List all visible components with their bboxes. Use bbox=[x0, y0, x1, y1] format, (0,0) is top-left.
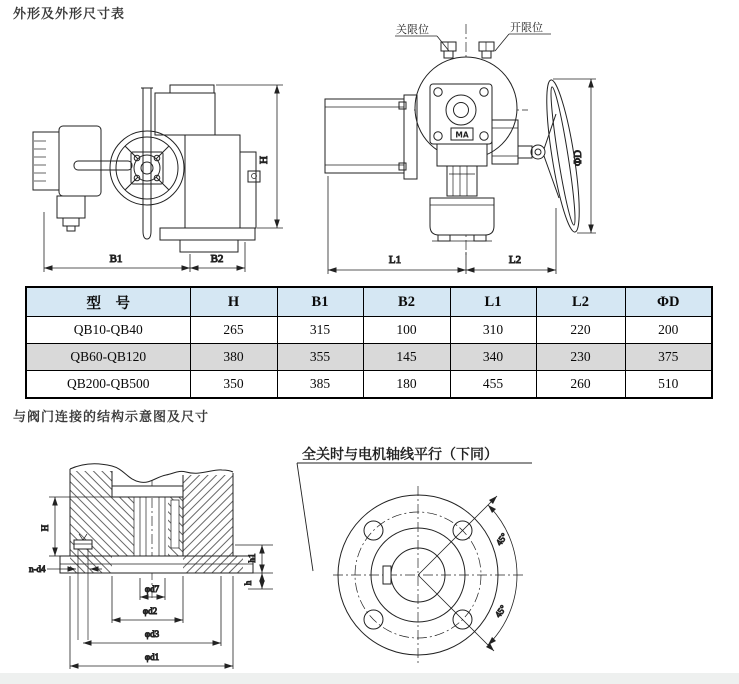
limit-leaders bbox=[395, 34, 551, 51]
value-cell: 220 bbox=[536, 317, 625, 344]
value-cell: 380 bbox=[190, 344, 277, 371]
dim-label-phi-d: ΦD bbox=[572, 150, 584, 166]
value-cell: 375 bbox=[625, 344, 712, 371]
angle-label-lower: 45° bbox=[492, 603, 509, 620]
col-header-l1: L1 bbox=[450, 287, 536, 317]
model-cell: QB60-QB120 bbox=[26, 344, 190, 371]
col-header-model: 型 号 bbox=[26, 287, 190, 317]
table-row bbox=[26, 344, 712, 371]
motor-side bbox=[325, 95, 417, 179]
value-cell: 455 bbox=[450, 371, 536, 399]
dim-label-b2: B2 bbox=[210, 253, 224, 265]
value-cell: 260 bbox=[536, 371, 625, 399]
close-limit-label: 关限位 bbox=[396, 23, 429, 36]
flange-face-drawing bbox=[297, 463, 532, 664]
value-cell: 310 bbox=[450, 317, 536, 344]
model-cell: QB200-QB500 bbox=[26, 371, 190, 399]
dim-label-d2: φd2 bbox=[142, 606, 158, 616]
section2-title: 与阀门连接的结构示意图及尺寸 bbox=[13, 410, 210, 425]
value-cell: 510 bbox=[625, 371, 712, 399]
ma-badge-text: MA bbox=[455, 130, 469, 140]
value-cell: 350 bbox=[190, 371, 277, 399]
col-header-b2: B2 bbox=[363, 287, 450, 317]
col-header-l2: L2 bbox=[536, 287, 625, 317]
open-limit-label: 开限位 bbox=[510, 21, 543, 34]
valve-stem bbox=[140, 497, 165, 556]
output-assembly bbox=[430, 144, 494, 241]
col-header-b1: B1 bbox=[277, 287, 363, 317]
gearbox-body bbox=[155, 85, 260, 252]
dim-label-l2: L2 bbox=[508, 254, 522, 266]
side-view-drawing bbox=[325, 24, 596, 274]
motor-assembly bbox=[33, 126, 132, 231]
angle-label-upper: 45° bbox=[493, 531, 510, 548]
value-cell: 385 bbox=[277, 371, 363, 399]
outline-dimension-drawing bbox=[0, 0, 739, 284]
dim-label-d7: φd7 bbox=[144, 584, 160, 594]
limit-bolts bbox=[441, 42, 494, 58]
section-view-drawing bbox=[29, 464, 273, 669]
note-leader bbox=[297, 463, 532, 571]
table-header-row bbox=[26, 287, 712, 317]
dim-label-n-d4: n-d4 bbox=[29, 564, 46, 574]
valve-connection-drawing bbox=[0, 425, 739, 684]
table-row bbox=[26, 317, 712, 344]
right-wall-hatch bbox=[183, 475, 233, 556]
dimension-table bbox=[25, 286, 713, 399]
page-bottom-strip bbox=[0, 673, 739, 684]
key-slot bbox=[171, 500, 179, 548]
col-header-h: H bbox=[190, 287, 277, 317]
dim-h bbox=[216, 85, 283, 228]
value-cell: 100 bbox=[363, 317, 450, 344]
table-row bbox=[26, 371, 712, 399]
note-text: 全关时与电机轴线平行（下同） bbox=[302, 447, 498, 463]
handwheel-front bbox=[110, 131, 184, 205]
keyway bbox=[383, 566, 391, 584]
dim-label-h-cap: H bbox=[40, 524, 50, 532]
value-cell: 200 bbox=[625, 317, 712, 344]
value-cell: 340 bbox=[450, 344, 536, 371]
model-cell: QB10-QB40 bbox=[26, 317, 190, 344]
value-cell: 355 bbox=[277, 344, 363, 371]
dim-label-h1: h1 bbox=[247, 553, 257, 563]
value-cell: 265 bbox=[190, 317, 277, 344]
mounting-plate bbox=[112, 486, 183, 497]
value-cell: 315 bbox=[277, 317, 363, 344]
value-cell: 145 bbox=[363, 344, 450, 371]
dim-label-d3: φd3 bbox=[144, 629, 160, 639]
value-cell: 230 bbox=[536, 344, 625, 371]
front-view-drawing bbox=[33, 85, 283, 272]
dim-label-b1: B1 bbox=[109, 253, 123, 265]
dim-label-h: H bbox=[258, 156, 270, 164]
section1-title: 外形及外形尺寸表 bbox=[13, 7, 126, 22]
declutch-stem bbox=[141, 88, 153, 239]
dim-label-l1: L1 bbox=[388, 254, 402, 266]
dim-label-h-small: h bbox=[243, 580, 253, 586]
dim-label-d1: φd1 bbox=[144, 652, 160, 662]
col-header-phi-d: ΦD bbox=[625, 287, 712, 317]
value-cell: 180 bbox=[363, 371, 450, 399]
flange bbox=[60, 556, 253, 573]
